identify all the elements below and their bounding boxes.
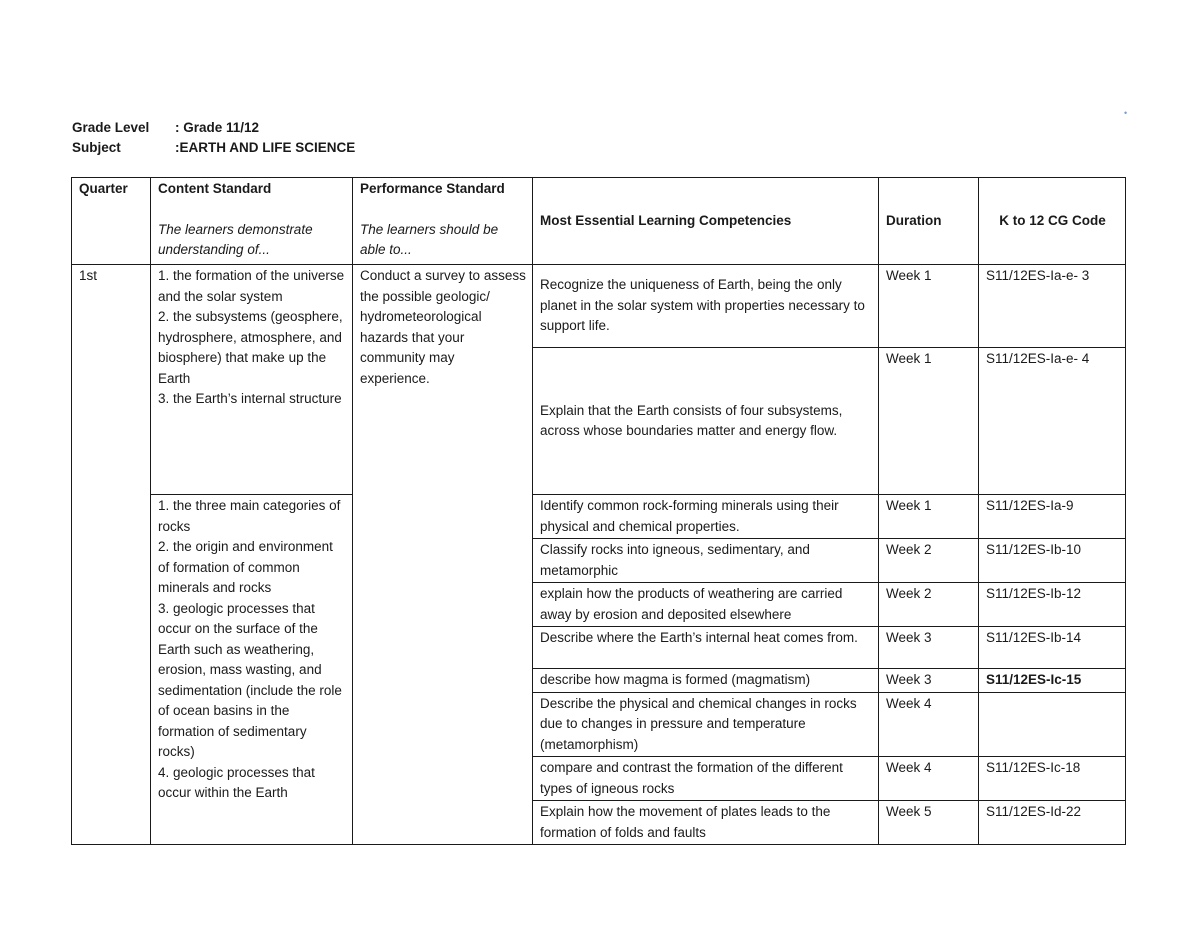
code-cell: S11/12ES-Id-22 [979,801,1126,845]
competency-cell: describe how magma is formed (magmatism) [533,669,879,693]
duration-cell: Week 4 [879,692,979,757]
grade-level-label: Grade Level [72,120,150,135]
header-performance-standard-title: Performance Standard [360,181,505,196]
code-cell: S11/12ES-Ic-15 [979,669,1126,693]
header-melc: Most Essential Learning Competencies [533,178,879,265]
competency-cell: Explain how the movement of plates leads to the formation of folds and faults [533,801,879,845]
content-standard-cell: 1. the three main categories of rocks 2. the origin and environment of formation of common minerals and rocks 3. geologic processes that occur on the surface of the Earth such as weathering, erosion, mass wasting, and sedimentation (include the role of ocean basins in the formation of sedimentary rocks) 4. geologic processes that occur within the Earth [151,495,353,845]
header-performance-standard-sub: The learners should be able to... [360,221,499,257]
header-code: K to 12 CG Code [979,178,1126,265]
duration-cell: Week 1 [879,348,979,495]
subject-row [72,138,355,158]
header-content-standard-sub: The learners demonstrate understanding of... [158,221,313,257]
subject-value: :EARTH AND LIFE SCIENCE [175,140,356,155]
grade-level-value: : Grade 11/12 [175,120,260,135]
header-performance-standard [353,178,533,265]
header-row [72,178,1126,265]
duration-cell: Week 1 [879,495,979,539]
performance-standard-cell: Conduct a survey to assess the possible geologic/ hydrometeorological hazards that your community may experience. [353,265,533,845]
curriculum-table [71,177,1126,845]
code-cell: S11/12ES-Ia-9 [979,495,1126,539]
duration-cell: Week 2 [879,583,979,627]
code-cell: S11/12ES-Ib-12 [979,583,1126,627]
subject-label: Subject [72,140,121,155]
code-cell: S11/12ES-Ia-e- 4 [979,348,1126,495]
duration-cell: Week 1 [879,265,979,348]
header-content-standard [151,178,353,265]
competency-cell: Describe the physical and chemical changes in rocks due to changes in pressure and temperature (metamorphism) [533,692,879,757]
header-content-standard-title: Content Standard [158,181,272,196]
table-row [72,265,1126,348]
content-standard-cell: 1. the formation of the universe and the solar system 2. the subsystems (geosphere, hydrosphere, atmosphere, and biosphere) that make up the Earth 3. the Earth’s internal structure [151,265,353,495]
quarter-cell: 1st [72,265,151,845]
header-duration: Duration [879,178,979,265]
grade-level-row [72,118,355,138]
header-quarter: Quarter [72,178,151,265]
duration-cell: Week 5 [879,801,979,845]
competency-cell: Classify rocks into igneous, sedimentary, and metamorphic [533,539,879,583]
document-header [72,118,355,158]
code-cell: S11/12ES-Ib-10 [979,539,1126,583]
competency-cell: Explain that the Earth consists of four subsystems, across whose boundaries matter and energy flow. [533,348,879,495]
code-cell: S11/12ES-Ia-e- 3 [979,265,1126,348]
code-cell: S11/12ES-Ic-18 [979,757,1126,801]
competency-cell: Recognize the uniqueness of Earth, being the only planet in the solar system with properties necessary to support life. [533,265,879,348]
duration-cell: Week 3 [879,627,979,669]
duration-cell: Week 3 [879,669,979,693]
duration-cell: Week 2 [879,539,979,583]
duration-cell: Week 4 [879,757,979,801]
competency-cell: Describe where the Earth’s internal heat comes from. [533,627,879,669]
page-mark: • [1124,108,1128,118]
code-cell: S11/12ES-Ib-14 [979,627,1126,669]
competency-cell: Identify common rock-forming minerals using their physical and chemical properties. [533,495,879,539]
competency-cell: explain how the products of weathering are carried away by erosion and deposited elsewhere [533,583,879,627]
code-cell [979,692,1126,757]
competency-cell: compare and contrast the formation of the different types of igneous rocks [533,757,879,801]
table-row [72,495,1126,539]
